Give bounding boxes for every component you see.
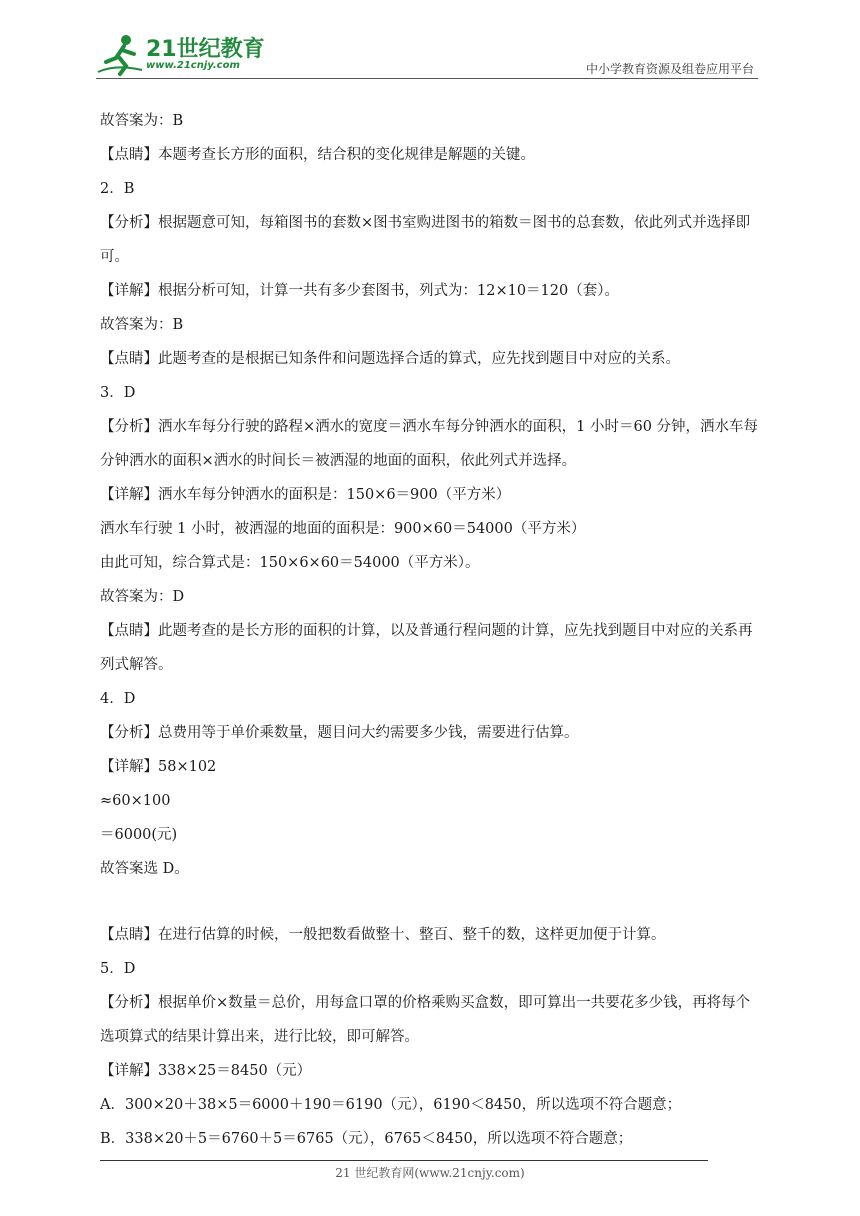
text-line: 故答案为：D [100,589,185,605]
platform-name: 中小学教育资源及组卷应用平台 [585,62,754,76]
page-footer: 21 世纪教育网(www.21cnjy.com) [335,1166,525,1180]
question-number: 2．B [100,181,135,197]
text-line: B．338×20＋5＝6760＋5＝6765（元），6765＜8450，所以选项不符合题意； [100,1131,633,1147]
page-header [96,30,758,79]
text-line: 【详解】洒水车每分钟洒水的面积是：150×6＝900（平方米） [100,487,511,503]
text-line: 【详解】根据分析可知，计算一共有多少套图书，列式为：12×10＝120（套）。 [100,283,619,299]
logo-text: 21世纪教育 [146,37,265,62]
text-line: 【详解】338×25＝8450（元） [100,1063,312,1079]
answer-content [100,104,762,1156]
footer-divider [100,1160,708,1161]
logo-url: www.21cnjy.com [146,60,240,71]
text-line: 洒水车行驶 1 小时，被洒湿的地面的面积是：900×60＝54000（平方米） [100,521,586,537]
text-line: 故答案为：B [100,113,184,129]
text-line: 由此可知，综合算式是：150×6×60＝54000（平方米）。 [100,555,480,571]
text-line: 【点睛】此题考查的是根据已知条件和问题选择合适的算式，应先找到题目中对应的关系。 [100,351,680,367]
question-number: 5．D [100,961,136,977]
text-line: ＝6000(元) [100,827,178,843]
text-line: 【详解】58×102 [100,759,217,775]
text-line: 【分析】根据单价×数量＝总价，用每盒口罩的价格乘购买盒数，即可算出一共要花多少钱，再将每个选项算式的结果计算出来，进行比较，即可解答。 [100,995,751,1045]
text-line: 【点睛】此题考查的是长方形的面积的计算，以及普通行程问题的计算，应先找到题目中对应的关系再列式解答。 [100,623,753,673]
text-line: 故答案选 D。 [100,861,189,877]
text-line: ≈60×100 [100,793,171,809]
text-line: 【点睛】在进行估算的时候，一般把数看做整十、整百、整千的数，这样更加便于计算。 [100,927,666,943]
text-line: A．300×20＋38×5＝6000＋190＝6190（元），6190＜8450，所以选项不符合题意； [100,1097,682,1113]
text-line: 【分析】洒水车每分行驶的路程×洒水的宽度＝洒水车每分钟洒水的面积，1 小时＝60 分钟，洒水车每分钟洒水的面积×洒水的时间长＝被洒湿的地面的面积，依此列式并选择。 [100,419,759,469]
site-logo [96,32,266,76]
question-number: 4．D [100,691,136,707]
text-line: 【分析】根据题意可知，每箱图书的套数×图书室购进图书的箱数＝图书的总套数，依此列式并选择即可。 [100,215,751,265]
text-line: 【分析】总费用等于单价乘数量，题目问大约需要多少钱，需要进行估算。 [100,725,579,741]
text-line: 【点睛】本题考查长方形的面积，结合积的变化规律是解题的关键。 [100,147,535,163]
question-number: 3．D [100,385,136,401]
text-line: 故答案为：B [100,317,184,333]
runner-icon [96,32,146,76]
